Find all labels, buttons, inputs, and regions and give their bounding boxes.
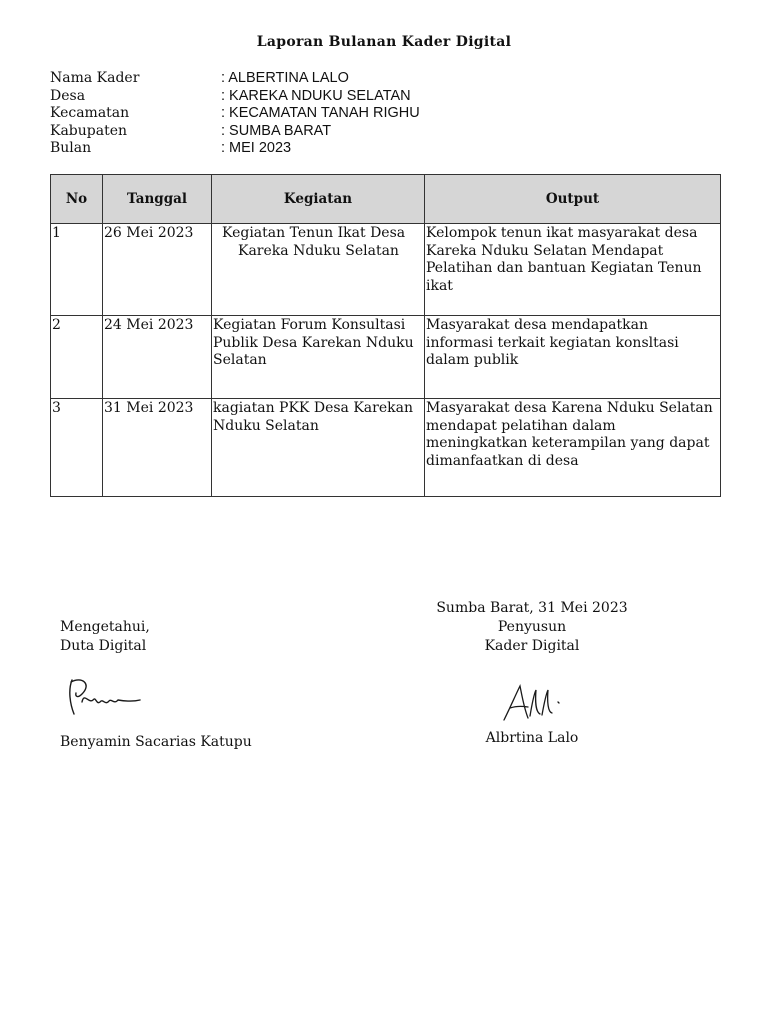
signer-role-left: Duta Digital (60, 638, 147, 654)
place-date: Sumba Barat, 31 Mei 2023 (436, 600, 628, 616)
info-value: : KAREKA NDUKU SELATAN (221, 87, 411, 104)
cell-no: 1 (51, 224, 103, 316)
signer-role-right: Kader Digital (484, 638, 580, 654)
info-row-nama-kader (50, 70, 420, 88)
info-label: Kecamatan (50, 105, 130, 121)
info-row-kabupaten (50, 123, 420, 141)
handwritten-signature-right (500, 680, 566, 728)
info-row-bulan (50, 140, 420, 158)
acknowledged-label: Mengetahui, (60, 619, 150, 635)
info-value: : MEI 2023 (221, 140, 292, 156)
handwritten-signature-left (62, 672, 144, 724)
header-tanggal: Tanggal (103, 175, 212, 224)
info-label: Kabupaten (50, 122, 128, 139)
header-no: No (51, 175, 103, 224)
cell-tanggal: 24 Mei 2023 (103, 316, 212, 399)
report-title: Laporan Bulanan Kader Digital (256, 34, 512, 50)
compiler-label: Penyusun (497, 619, 567, 635)
table-row (51, 224, 721, 316)
cell-output: Masyarakat desa mendapatkan informasi terkait kegiatan konsltasi dalam publik (425, 316, 721, 399)
cell-kegiatan: kagiatan PKK Desa Karekan Nduku Selatan (212, 399, 425, 497)
table-row (51, 316, 721, 399)
cell-no: 2 (51, 316, 103, 399)
signature-block-right (400, 599, 664, 656)
info-value: : SUMBA BARAT (221, 122, 332, 139)
activity-table (50, 174, 721, 497)
info-row-kecamatan (50, 105, 420, 123)
cell-kegiatan: Kegiatan Forum Konsultasi Publik Desa Karekan Nduku Selatan (212, 316, 425, 399)
cell-output: Kelompok tenun ikat masyarakat desa Kareka Nduku Selatan Mendapat Pelatihan dan bantuan Kegiatan Tenun ikat (425, 224, 721, 316)
signature-block-left (60, 618, 150, 656)
cell-tanggal: 26 Mei 2023 (103, 224, 212, 316)
cell-output: Masyarakat desa Karena Nduku Selatan mendapat pelatihan dalam meningkatkan keterampilan yang dapat dimanfaatkan di desa (425, 399, 721, 497)
header-kegiatan: Kegiatan (212, 175, 425, 224)
cell-tanggal: 31 Mei 2023 (103, 399, 212, 497)
cadre-info (50, 70, 420, 158)
header-output: Output (425, 175, 721, 224)
info-label: Bulan (50, 140, 92, 156)
info-label: Nama Kader (50, 70, 140, 86)
cell-no: 3 (51, 399, 103, 497)
cell-kegiatan (212, 224, 425, 316)
info-value: : ALBERTINA LALO (221, 70, 349, 86)
table-row (51, 399, 721, 497)
signer-name-right: Albrtina Lalo (485, 730, 579, 746)
info-value: : KECAMATAN TANAH RIGHU (221, 105, 420, 121)
cell-kegiatan-text: Kegiatan Tenun Ikat Desa Kareka Nduku Selatan (222, 225, 406, 259)
signer-name-left: Benyamin Sacarias Katupu (60, 734, 252, 750)
table-header-row (51, 175, 721, 224)
info-label: Desa (50, 87, 86, 104)
info-row-desa (50, 88, 420, 106)
